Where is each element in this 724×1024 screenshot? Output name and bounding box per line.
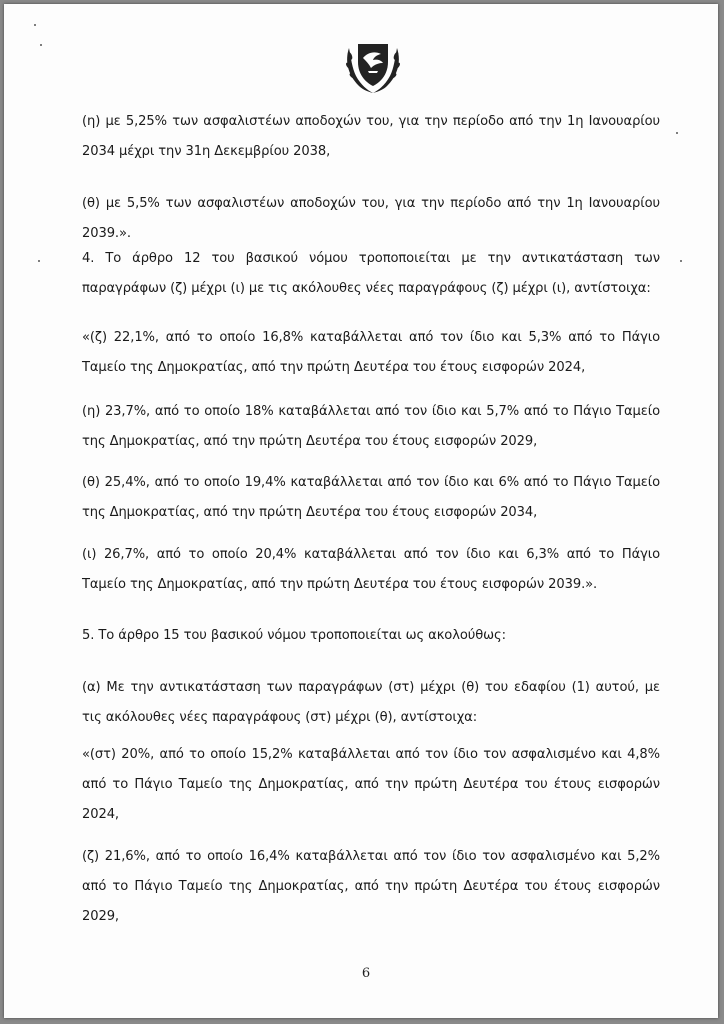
- text-line: 5. Το άρθρο 15 του βασικού νόμου τροποποιείται ως ακολούθως:: [82, 628, 506, 643]
- paragraph-zeta-2029: [82, 842, 660, 932]
- text-line: 2024,: [82, 807, 119, 822]
- paragraph-article-4: [82, 244, 660, 304]
- text-line: της Δημοκρατίας, από την πρώτη Δευτέρα του έτους εισφορών 2029,: [82, 434, 538, 449]
- scan-speck: [680, 260, 682, 262]
- text-line: 4. Το άρθρο 12 του βασικού νόμου τροποποιείται με την αντικατάσταση των: [82, 251, 660, 266]
- text-line: Ταμείο της Δημοκρατίας, από την πρώτη Δευτέρα του έτους εισφορών 2024,: [82, 360, 586, 375]
- text-line: (η) 23,7%, από το οποίο 18% καταβάλλεται από τον ίδιο και 5,7% από το Πάγιο Ταμείο: [82, 404, 660, 419]
- paragraph-theta-contrib: [82, 189, 660, 249]
- paragraph-article-5: [82, 621, 660, 651]
- text-line: 2029,: [82, 909, 119, 924]
- text-line: «(στ) 20%, από το οποίο 15,2% καταβάλλεται από τον ίδιο τον ασφαλισμένο και 4,8%: [82, 747, 660, 762]
- scan-speck: [40, 44, 42, 46]
- paragraph-theta-2034: [82, 468, 660, 528]
- page-number: 6: [361, 966, 371, 981]
- text-line: «(ζ) 22,1%, από το οποίο 16,8% καταβάλλεται από τον ίδιο και 5,3% από το Πάγιο: [82, 330, 660, 345]
- text-line: (η) με 5,25% των ασφαλιστέων αποδοχών του, για την περίοδο από την 1η Ιανουαρίου: [82, 114, 660, 129]
- paragraph-zeta-2024: [82, 323, 660, 383]
- text-line: (θ) 25,4%, από το οποίο 19,4% καταβάλλεται από τον ίδιο και 6% από το Πάγιο Ταμείο: [82, 475, 660, 490]
- document-page: [4, 4, 718, 1018]
- cyprus-coat-of-arms-icon: [341, 38, 405, 96]
- text-line: 2034 μέχρι την 31η Δεκεμβρίου 2038,: [82, 144, 331, 159]
- text-line: από το Πάγιο Ταμείο της Δημοκρατίας, από την πρώτη Δευτέρα του έτους εισφορών: [82, 879, 660, 894]
- scan-speck: [676, 132, 678, 134]
- scan-speck: [38, 260, 40, 262]
- paragraph-st-2024: [82, 740, 660, 830]
- paragraph-eta-2029: [82, 397, 660, 457]
- text-line: Ταμείο της Δημοκρατίας, από την πρώτη Δευτέρα του έτους εισφορών 2039.».: [82, 577, 598, 592]
- text-line: παραγράφων (ζ) μέχρι (ι) με τις ακόλουθες νέες παραγράφους (ζ) μέχρι (ι), αντίστοιχα:: [82, 281, 651, 296]
- paragraph-iota-2039: [82, 540, 660, 600]
- text-line: (θ) με 5,5% των ασφαλιστέων αποδοχών του, για την περίοδο από την 1η Ιανουαρίου: [82, 196, 660, 211]
- paragraph-eta-contrib: [82, 107, 660, 167]
- text-line: από το Πάγιο Ταμείο της Δημοκρατίας, από την πρώτη Δευτέρα του έτους εισφορών: [82, 777, 660, 792]
- scan-speck: [34, 24, 36, 26]
- text-line: (ζ) 21,6%, από το οποίο 16,4% καταβάλλεται από τον ίδιο τον ασφαλισμένο και 5,2%: [82, 849, 660, 864]
- text-line: (α) Με την αντικατάσταση των παραγράφων (στ) μέχρι (θ) του εδαφίου (1) αυτού, με: [82, 680, 660, 695]
- text-line: 2039.».: [82, 226, 131, 241]
- paragraph-alpha-amend: [82, 673, 660, 733]
- text-line: της Δημοκρατίας, από την πρώτη Δευτέρα του έτους εισφορών 2034,: [82, 505, 538, 520]
- text-line: τις ακόλουθες νέες παραγράφους (στ) μέχρι (θ), αντίστοιχα:: [82, 710, 478, 725]
- text-line: (ι) 26,7%, από το οποίο 20,4% καταβάλλεται από τον ίδιο και 6,3% από το Πάγιο: [82, 547, 660, 562]
